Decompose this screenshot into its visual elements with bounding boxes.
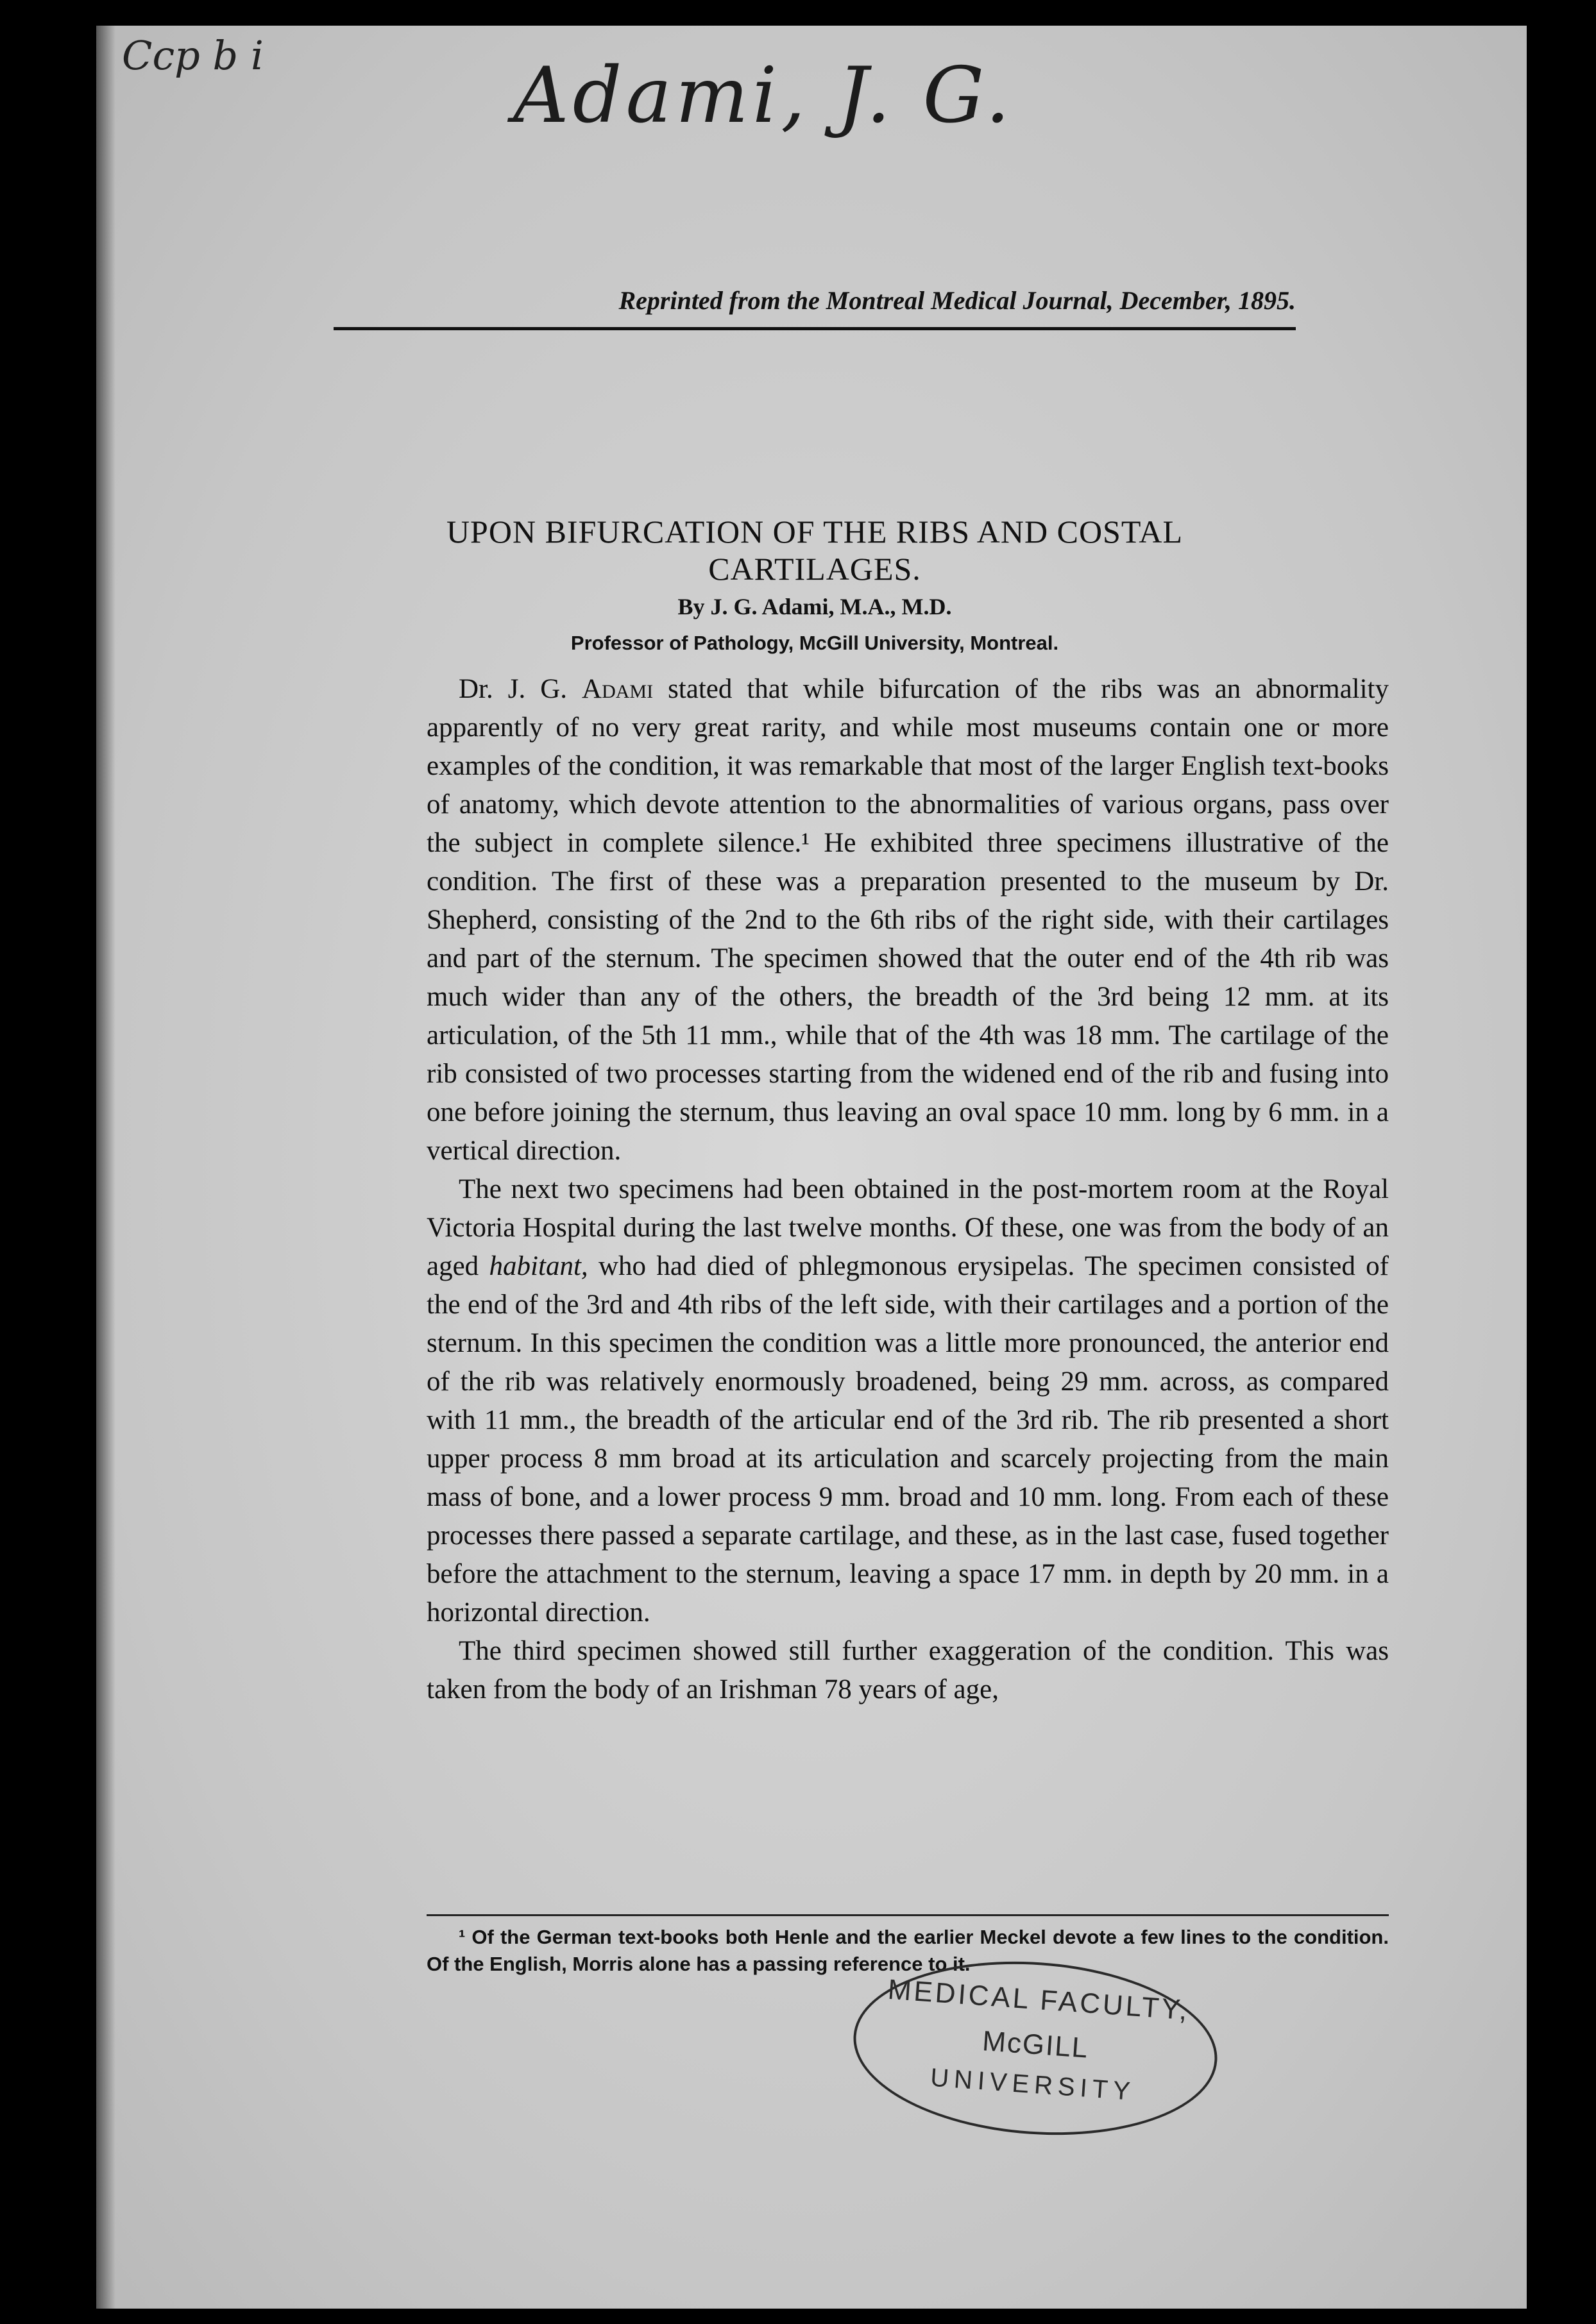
author-byline: By J. G. Adami, M.A., M.D.	[677, 594, 952, 619]
stamp-line-3: UNIVERSITY	[929, 2063, 1137, 2106]
reprint-notice: Reprinted from the Montreal Medical Journal, December, 1895.	[618, 286, 1296, 315]
paragraph-1-lead: Dr. J. G.	[459, 674, 582, 704]
paragraph-1	[427, 670, 1389, 1170]
paragraph-2	[427, 1170, 1389, 1632]
header-rule	[334, 327, 1296, 330]
paragraph-2-text-a: The next two specimens had been obtained in the post-mortem room at the Royal Victoria Hospital during the last twelve months. Of these, one was from the body of an aged	[427, 1174, 1389, 1281]
stamp-line-2: McGILL	[981, 2025, 1090, 2064]
title-line-1: UPON BIFURCATION OF THE RIBS AND COSTAL	[446, 514, 1184, 550]
library-stamp	[847, 1950, 1223, 2147]
article-title	[334, 513, 1296, 587]
page-edge-shadow	[96, 26, 115, 2309]
document-page	[96, 26, 1527, 2309]
footnote	[427, 1924, 1389, 1978]
footnote-text: ¹ Of the German text-books both Henle and the earlier Meckel devote a few lines to the condition. Of the English, Morris alone has a passing reference to it.	[427, 1926, 1389, 1975]
paragraph-2-text-b: who had died of phlegmonous erysipelas. The specimen consisted of the end of the 3rd and 4th ribs of the left side, with their cartilages and a portion of the sternum. In this specimen the condition was a little more pronounced, the anterior end of the rib was relatively enormously broadened, being 29 mm. across, as compared with 11 mm., the breadth of the articular end of the 3rd rib. The rib presented a short upper process 8 mm broad at its articulation and scarcely projecting from the main mass of bone, and a lower process 9 mm. broad and 10 mm. long. From each of these processes there passed a separate cartilage, and these, as in the last case, fused together before the attachment to the sternum, leaving a space 17 mm. in depth by 20 mm. in a horizontal direction.	[427, 1251, 1389, 1628]
stamp-line-1: MEDICAL FACULTY,	[887, 1973, 1191, 2026]
paragraph-3: The third specimen showed still further exaggeration of the condition. This was taken from the body of an Irishman 78 years of age,	[427, 1636, 1389, 1705]
title-line-2: CARTILAGES.	[708, 551, 921, 587]
article-body	[427, 670, 1389, 1709]
author-name-smallcaps: Adami	[582, 674, 654, 704]
corner-handwritten-mark: Ccp b i	[122, 32, 264, 79]
handwritten-author-name: Adami, J. G.	[513, 51, 1014, 140]
author-affiliation: Professor of Pathology, McGill University, Montreal.	[570, 632, 1059, 654]
footnote-rule	[427, 1914, 1389, 1916]
paragraph-1-text: stated that while bifurcation of the ribs was an abnormality apparently of no very great rarity, and while most museums contain one or more examples of the condition, it was remarkable that most of the larger English text-books of anatomy, which devote attention to the abnormalities of various organs, pass over the subject in complete silence.¹ He exhibited three specimens illustrative of the condition. The first of these was a preparation presented to the museum by Dr. Shepherd, consisting of the 2nd to the 6th ribs of the right side, with their cartilages and part of the sternum. The specimen showed that the outer end of the 4th rib was much wider than any of the others, the breadth of the 3rd being 12 mm. at its articulation, of the 5th 11 mm., while that of the 4th was 18 mm. The cartilage of the rib consisted of two processes starting from the widened end of the rib and fusing into one before joining the sternum, thus leaving an oval space 10 mm. long by 6 mm. in a vertical direction.	[427, 674, 1389, 1166]
habitant-italic: habitant,	[489, 1251, 588, 1281]
